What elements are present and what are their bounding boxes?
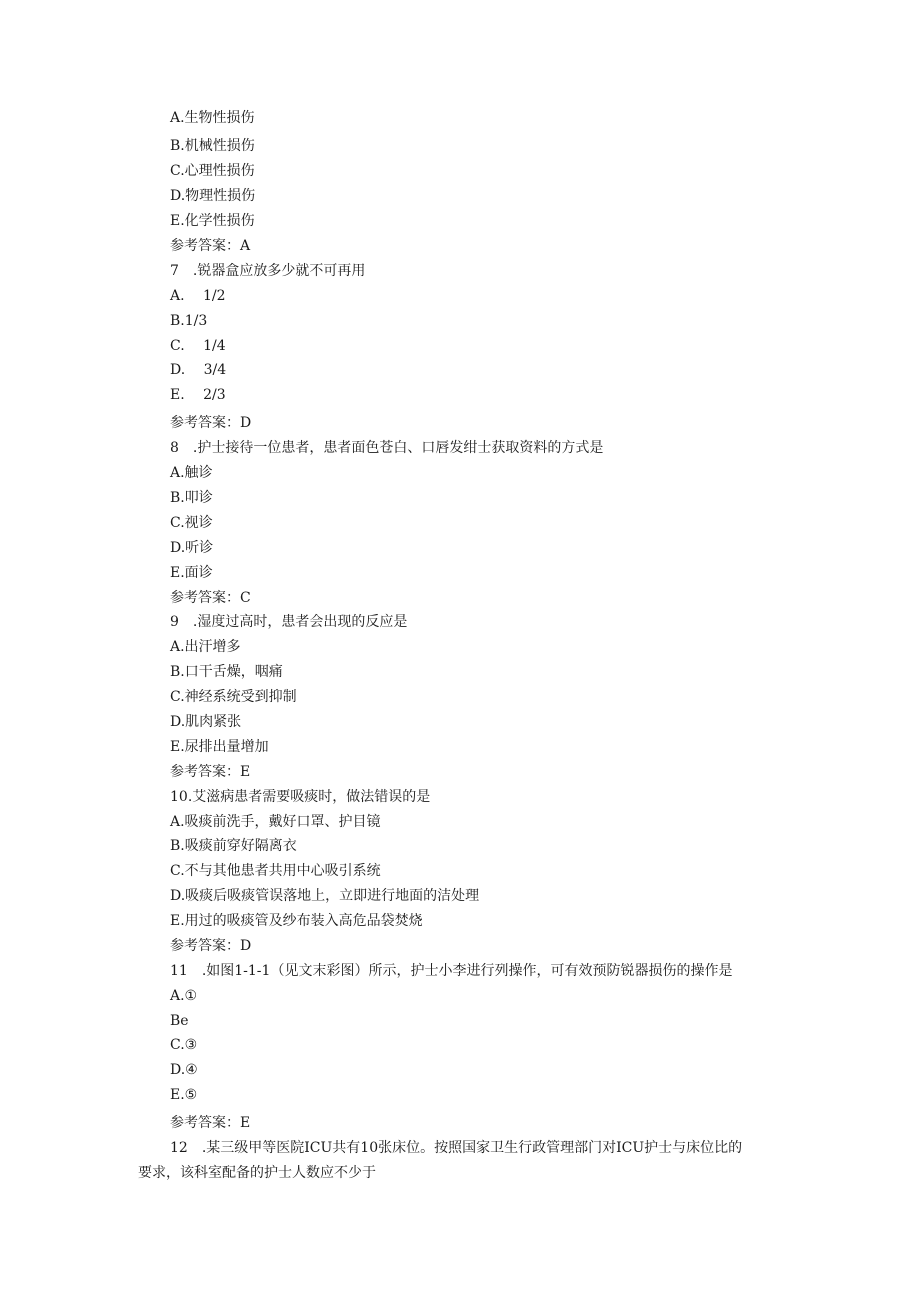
question-12: 12 .某三级甲等医院ICU共有10张床位。按照国家卫生行政管理部门对ICU护士与床位比的 bbox=[170, 1140, 743, 1156]
answer-q6: 参考答案：A bbox=[170, 238, 251, 254]
option-e-q7: E. 2/3 bbox=[170, 387, 226, 403]
option-b-q8: B.叩诊 bbox=[170, 490, 213, 506]
option-c-q10: C.不与其他患者共用中心吸引系统 bbox=[170, 863, 381, 879]
option-b-q10: B.吸痰前穿好隔离衣 bbox=[170, 838, 297, 854]
option-c-q8: C.视诊 bbox=[170, 515, 213, 531]
option-a-q7: A. 1/2 bbox=[170, 288, 226, 304]
option-a-q8: A.触诊 bbox=[170, 465, 213, 481]
answer-q7: 参考答案：D bbox=[170, 415, 252, 431]
option-c-q7: C. 1/4 bbox=[170, 338, 226, 354]
option-a-q11: A.① bbox=[170, 988, 198, 1004]
question-10: 10.艾滋病患者需要吸痰时，做法错误的是 bbox=[170, 789, 431, 805]
option-e-q11: E.⑤ bbox=[170, 1087, 198, 1103]
option-d-q7: D. 3/4 bbox=[170, 362, 227, 378]
option-c-q9: C.神经系统受到抑制 bbox=[170, 689, 297, 705]
option-a-q9: A.出汗增多 bbox=[170, 639, 241, 655]
option-d-q10: D.吸痰后吸痰管误落地上，立即进行地面的洁处理 bbox=[170, 888, 480, 904]
question-7: 7 .锐器盒应放多少就不可再用 bbox=[170, 263, 366, 279]
option-d-q11: D.④ bbox=[170, 1062, 198, 1078]
answer-q9: 参考答案：E bbox=[170, 764, 251, 780]
question-9: 9 .湿度过高时，患者会出现的反应是 bbox=[170, 614, 408, 630]
question-8: 8 .护士接待一位患者，患者面色苍白、口唇发绀士获取资料的方式是 bbox=[170, 440, 604, 456]
option-e-q6: E.化学性损伤 bbox=[170, 213, 255, 229]
option-a-q6: A.生物性损伤 bbox=[170, 110, 255, 126]
answer-q8: 参考答案：C bbox=[170, 590, 251, 606]
option-b-q6: B.机械性损伤 bbox=[170, 138, 255, 154]
option-a-q10: A.吸痰前洗手，戴好口罩、护目镜 bbox=[170, 814, 381, 830]
option-e-q8: E.面诊 bbox=[170, 565, 213, 581]
option-e-q10: E.用过的吸痰管及纱布装入高危品袋焚烧 bbox=[170, 913, 423, 929]
option-e-q9: E.尿排出量增加 bbox=[170, 739, 269, 755]
option-d-q6: D.物理性损伤 bbox=[170, 188, 256, 204]
option-c-q11: C.③ bbox=[170, 1037, 198, 1053]
question-12-continued: 要求，该科室配备的护士人数应不少于 bbox=[138, 1165, 376, 1181]
question-11: 11 .如图1-1-1（见文末彩图）所示，护士小李进行列操作，可有效预防锐器损伤的操作是 bbox=[170, 963, 733, 979]
option-c-q6: C.心理性损伤 bbox=[170, 163, 255, 179]
option-b-q7: B.1/3 bbox=[170, 313, 208, 329]
answer-q10: 参考答案：D bbox=[170, 938, 252, 954]
option-d-q9: D.肌肉紧张 bbox=[170, 714, 242, 730]
option-b-q9: B.口干舌燥，咽痛 bbox=[170, 664, 283, 680]
option-b-q11: Be bbox=[170, 1013, 189, 1029]
answer-q11: 参考答案：E bbox=[170, 1115, 251, 1131]
option-d-q8: D.听诊 bbox=[170, 540, 214, 556]
